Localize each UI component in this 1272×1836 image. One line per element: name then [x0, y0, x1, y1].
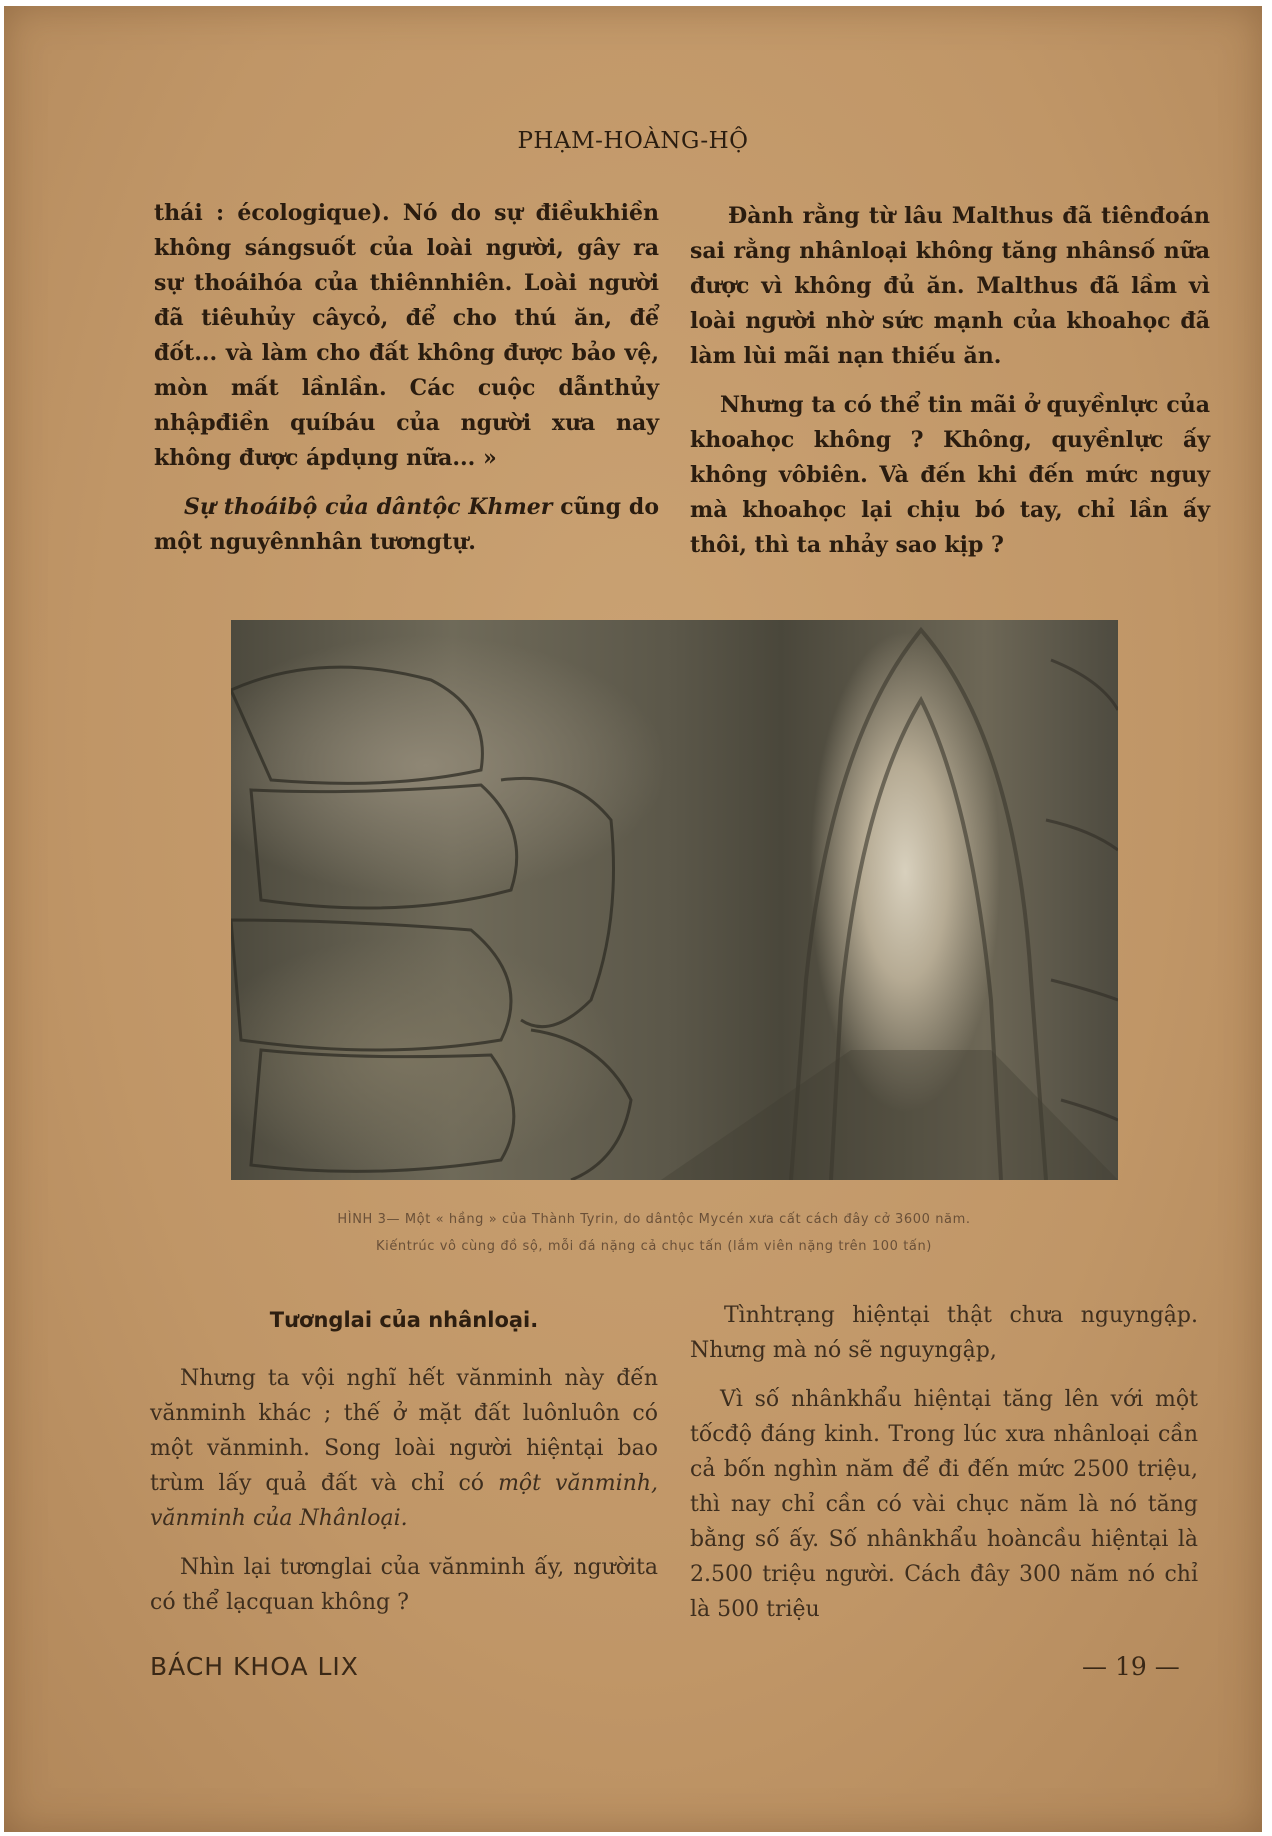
paragraph — [150, 1361, 658, 1536]
bottom-left-column — [150, 1361, 658, 1620]
paragraph: Vì số nhânkhẩu hiệntại tăng lên với một tốcđộ đáng kinh. Trong lúc xưa nhânloại cần cả bốn nghìn năm để đi đến mức 2500 triệu, thì nay chỉ cần có vài chục năm là nó tăng bằng số ấy. Số nhânkhẩu hoàncầu hiệntại là 2.500 triệu người. Cách đây 300 năm nó chỉ là 500 triệu — [690, 1387, 1198, 1622]
paragraph: thái : écologique). Nó do sự điềukhiền không sángsuốt của loài người, gây ra sự thoáihóa của thiênnhiên. Loài người đã tiêuhủy câycỏ, để cho thú ăn, để đốt... và làm cho đất không được bảo vệ, mòn mất lầnlần. Các cuộc dẫnthủy nhậpđiền quíbáu của người xưa nay không được ápdụng nữa... » — [154, 200, 659, 471]
footer-magazine-name: BÁCH KHOA LIX — [150, 1652, 359, 1681]
paragraph: Tìnhtrạng hiệntại thật chưa nguyngập. Nhưng mà nó sẽ nguyngập, — [690, 1303, 1198, 1363]
italic-phrase: một vănminh, vănminh của Nhânloại. — [150, 1471, 658, 1531]
paragraph: Nhưng ta có thể tin mãi ở quyềnlực của khoahọc không ? Không, quyềnlực ấy không vôbiên. Và đến khi đến mức nguy mà khoahọc lại chịu bó tay, chỉ lần ấy thôi, thì ta nhảy sao kịp ? — [690, 392, 1210, 558]
running-header: PHẠM-HOÀNG-HỘ — [517, 128, 749, 154]
paragraph — [154, 490, 659, 560]
paragraph: Nhìn lại tươnglai của vănminh ấy, ngườita có thể lạcquan không ? — [150, 1555, 658, 1615]
figure-caption-line-2: Kiếntrúc vô cùng đồ sộ, mỗi đá nặng cả chục tấn (lắm viên nặng trên 100 tấn) — [376, 1239, 932, 1254]
section-heading: Tươnglai của nhânloại. — [269, 1308, 539, 1332]
figure-photo-tyrin-gallery — [231, 620, 1118, 1180]
paragraph-text: Nhưng ta vội nghĩ hết vănminh này đến vănminh khác ; thế ở mặt đất luônluôn có một vănminh. Song loài người hiệntại bao trùm lấy quả đất và chỉ có — [150, 1366, 658, 1496]
figure-caption-line-1: HÌNH 3— Một « hầng » của Thành Tyrin, do dântộc Mycén xưa cất cách đây cở 3600 năm. — [337, 1212, 971, 1227]
top-right-column — [690, 199, 1210, 563]
paragraph-text: cũng do một nguyênnhân tươngtự. — [154, 494, 659, 555]
bottom-right-column — [690, 1298, 1198, 1627]
footer-page-number: — 19 — — [1082, 1652, 1180, 1681]
paragraph: Đành rằng từ lâu Malthus đã tiênđoán sai rằng nhânloại không tăng nhânsố nữa được vì không đủ ăn. Malthus đã lầm vì loài người nhờ sức mạnh của khoahọc đã làm lùi mãi nạn thiếu ăn. — [690, 203, 1210, 369]
top-left-column — [154, 196, 659, 560]
magazine-page — [4, 6, 1262, 1832]
italic-phrase: Sự thoáibộ của dântộc Khmer — [184, 494, 553, 520]
